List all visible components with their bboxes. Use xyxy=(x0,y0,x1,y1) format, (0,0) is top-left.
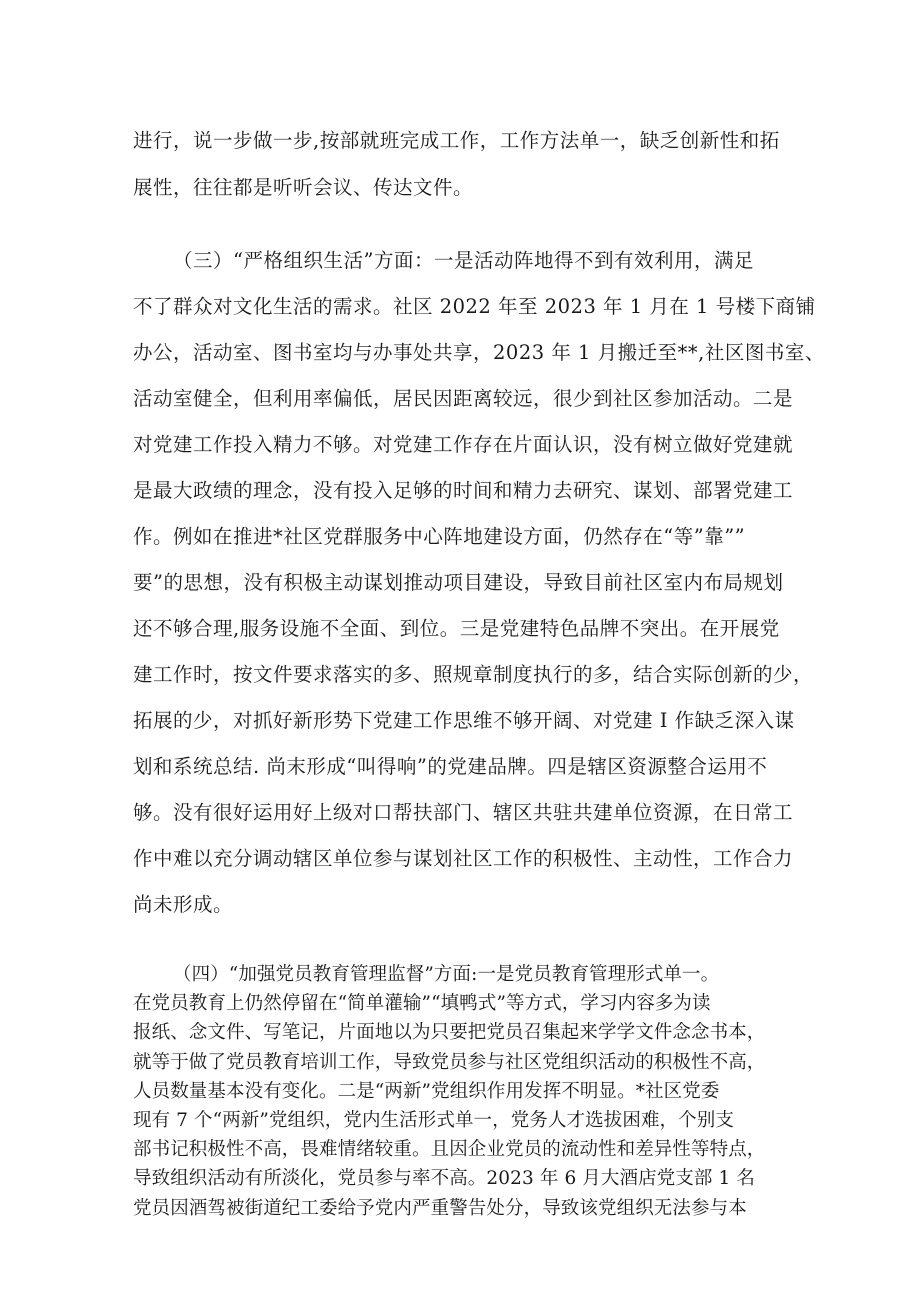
text-line: 还不够合理,服务设施不全面、到位。三是党建特色品牌不突出。在开展党 xyxy=(133,617,780,640)
text-line: 拓展的少，对抓好新形势下党建工作思维不够开阔、对党建 I 作缺乏深入谋 xyxy=(133,709,795,732)
text-line: 进行，说一步做一步,按部就班完成工作，工作方法单一，缺乏创新性和拓 xyxy=(133,129,780,152)
text-line: 对党建工作投入精力不够。对党建工作存在片面认识，没有树立做好党建就 xyxy=(133,433,794,456)
text-line: 建工作时，按文件要求落实的多、照规章制度执行的多，结合实际创新的少， xyxy=(133,663,814,686)
text-line: 报纸、念文件、写笔记，片面地以为只要把党员召集起来学学文件念念书本， xyxy=(133,1022,766,1044)
text-line: 活动室健全，但利用率偏低，居民因距离较远，很少到社区参加活动。二是 xyxy=(133,387,794,410)
paragraph-work-method xyxy=(133,118,793,211)
text-line: 展性，往往都是听听会议、传达文件。 xyxy=(133,175,474,199)
text-line: （四）“加强党员教育管理监督”方面:一是党员教育管理形式单一。 xyxy=(173,964,720,985)
text-line: 人员数量基本没有变化。二是“两新”党组织作用发挥不明显。*社区党委 xyxy=(133,1080,720,1102)
text-line: （三）“严格组织生活”方面：一是活动阵地得不到有效利用，满足 xyxy=(173,249,754,272)
text-line: 现有 7 个“两新”党组织，党内生活形式单一，党务人才选拔困难，个别支 xyxy=(133,1110,734,1132)
text-line: 是最大政绩的理念，没有投入足够的时间和精力去研究、谋划、部署党建工 xyxy=(133,479,794,502)
text-line: 划和系统总结. 尚末形成“叫得响”的党建品牌。四是辖区资源整合运用不 xyxy=(133,755,768,778)
text-line: 部书记积极性不高，畏难情绪较重。且因企业党员的流动性和差异性等特点， xyxy=(133,1139,766,1161)
text-line: 党员因酒驾被街道纪工委给予党内严重警告处分，导致该党组织无法参与本 xyxy=(133,1197,747,1219)
text-line: 作。例如在推进*社区党群服务中心阵地建设方面，仍然存在“等”靠”” xyxy=(133,525,746,548)
paragraph-member-education xyxy=(133,960,793,1223)
text-line: 不了群众对文化生活的需求。社区 2022 年至 2023 年 1 月在 1 号楼下商铺 xyxy=(133,295,816,318)
text-line: 尚未形成。 xyxy=(133,893,234,916)
text-line: 在党员教育上仍然停留在“简单灌输”“填鸭式”等方式，学习内容多为读 xyxy=(133,993,711,1015)
text-line: 作中难以充分调动辖区单位参与谋划社区工作的积极性、主动性，工作合力 xyxy=(133,847,794,870)
text-line: 办公，活动室、图书室均与办事处共享，2023 年 1 月搬迁至**,社区图书室、 xyxy=(133,341,825,364)
paragraph-organization-life xyxy=(133,238,825,928)
text-line: 够。没有很好运用好上级对口帮扶部门、辖区共驻共建单位资源，在日常工 xyxy=(133,801,794,824)
text-line: 就等于做了党员教育培训工作，导致党员参与社区党组织活动的积极性不高， xyxy=(133,1051,766,1073)
text-line: 导致组织活动有所淡化，党员参与率不高。2023 年 6 月大酒店党支部 1 名 xyxy=(133,1168,755,1190)
text-line: 要”的思想，没有积极主动谋划推动项目建设，导致目前社区室内布局规划 xyxy=(133,571,784,594)
